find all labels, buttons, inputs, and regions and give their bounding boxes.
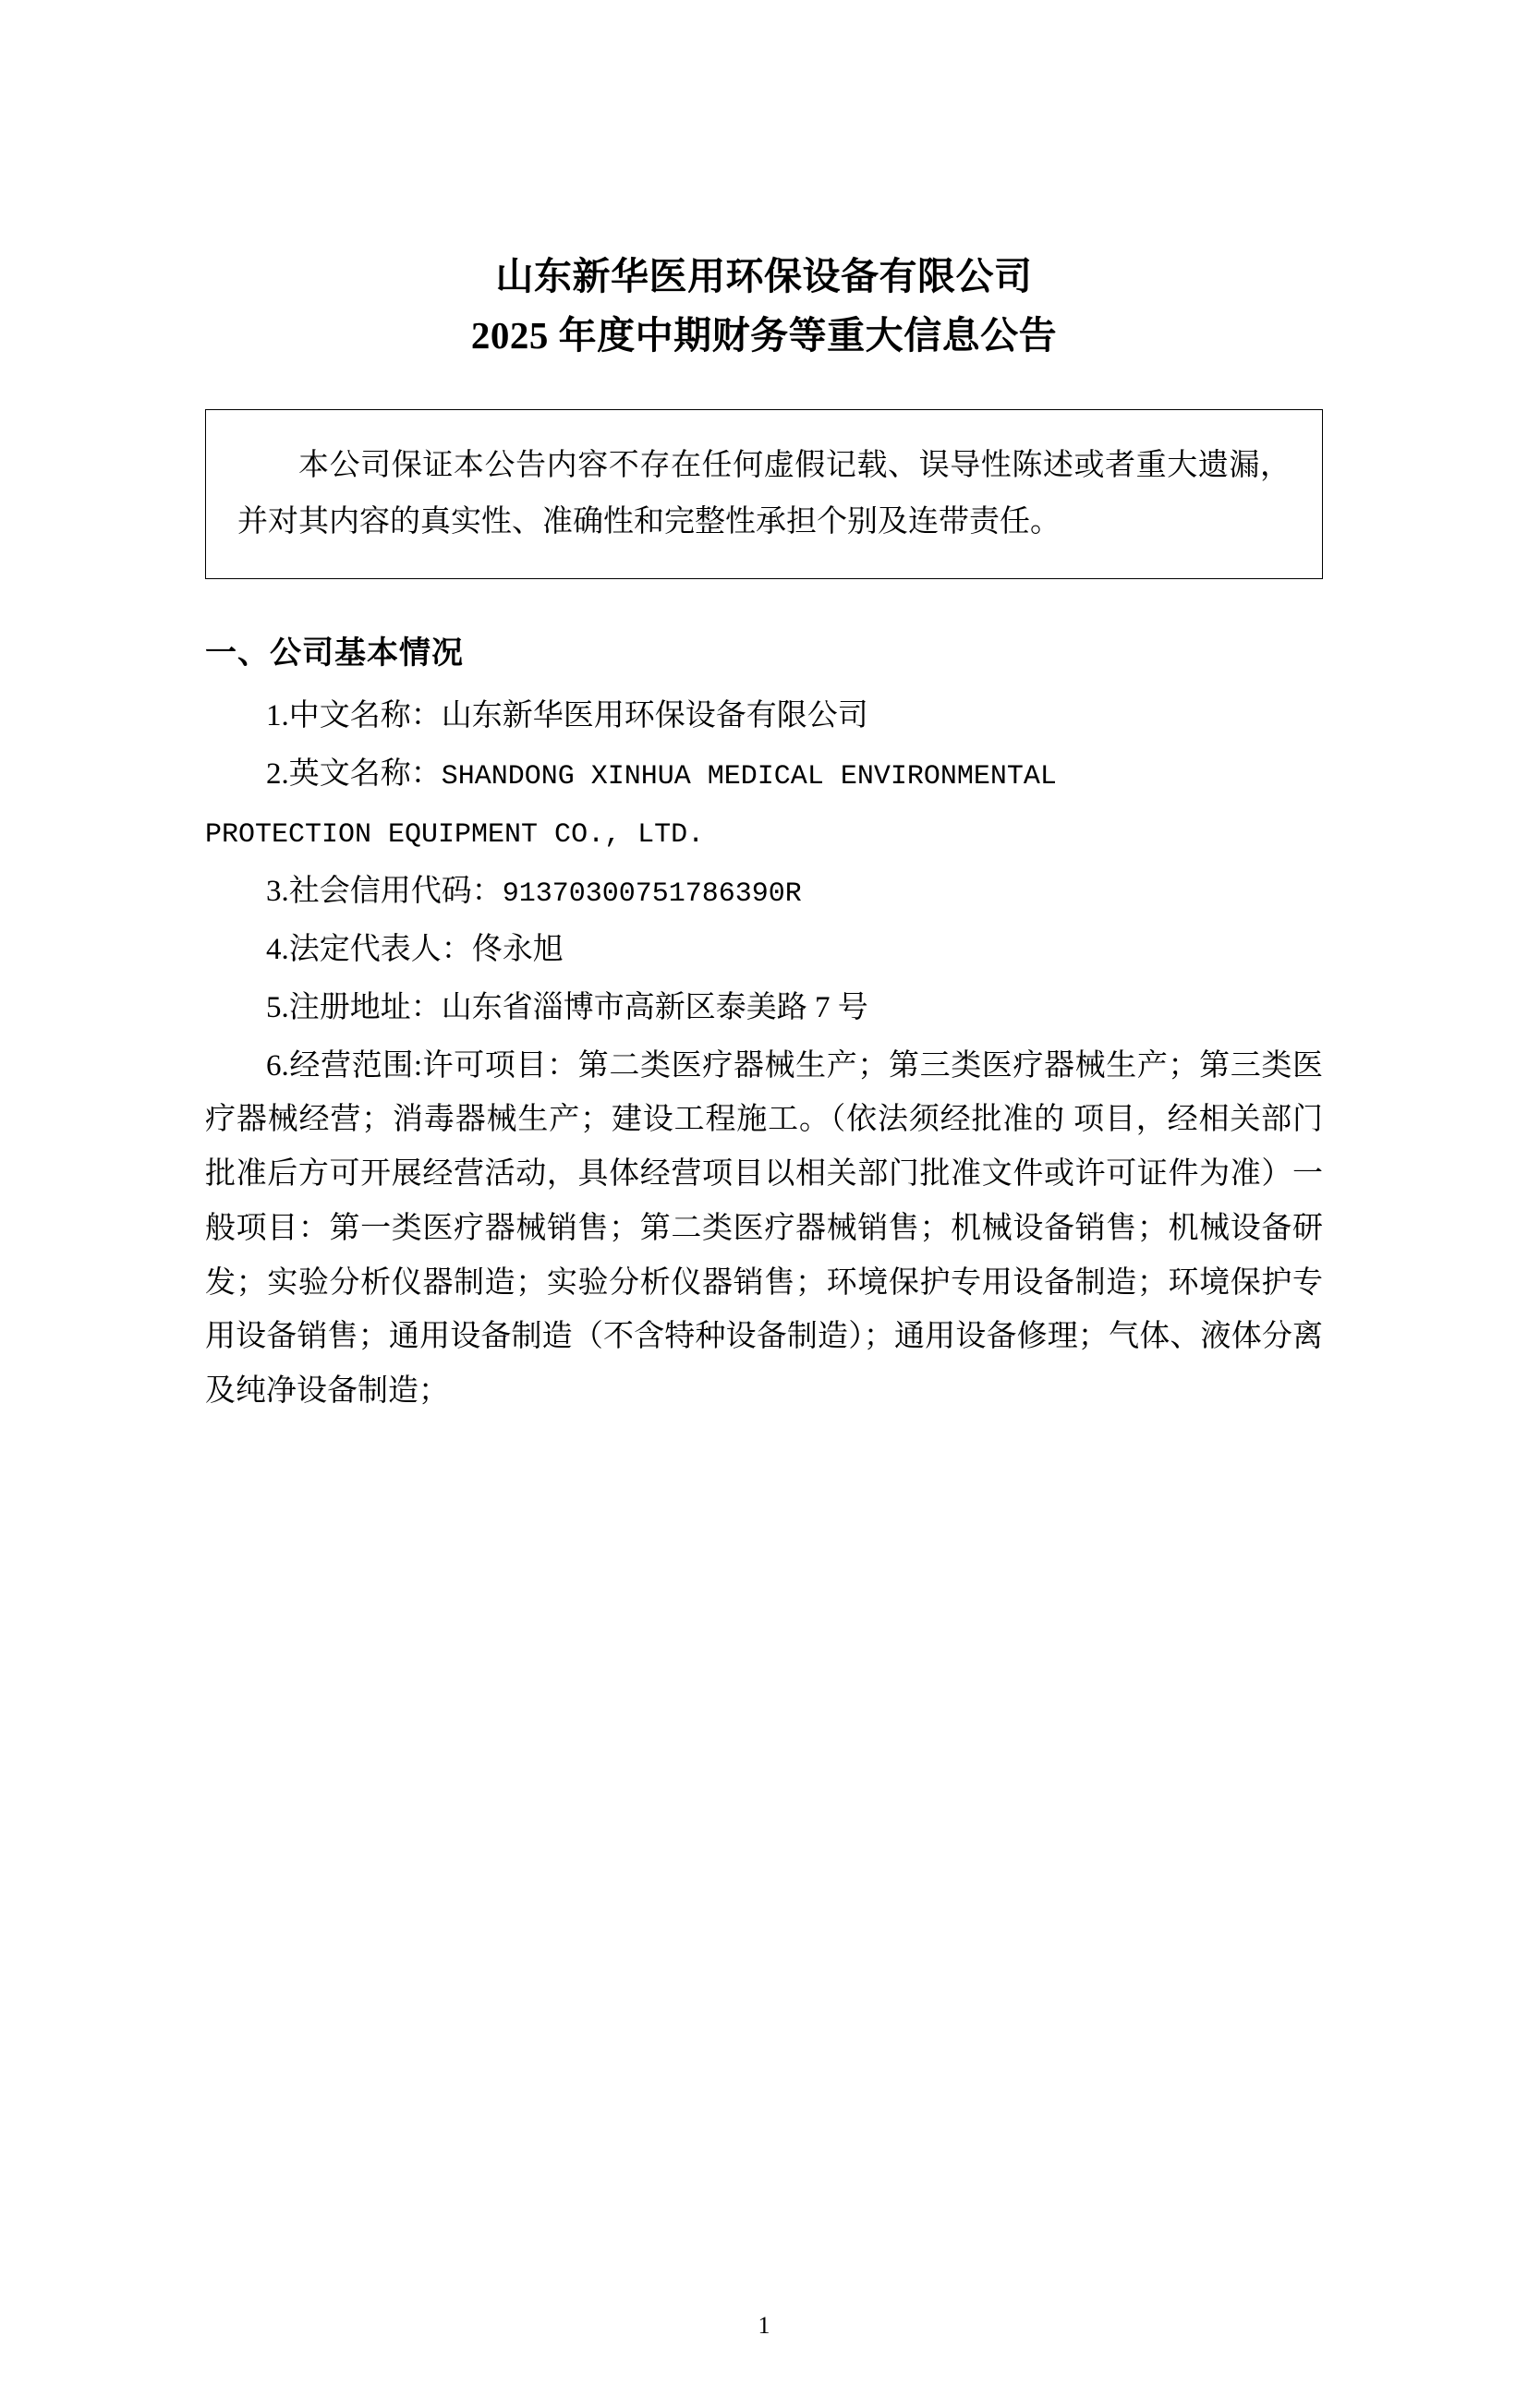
info-value-chinese-name: 山东新华医用环保设备有限公司 (441, 699, 868, 733)
info-value-business-scope: 许可项目：第二类医疗器械生产；第三类医疗器械生产；第三类医疗器械经营；消毒器械生产；建设工程施工。（依法须经批准的 项目，经相关部门批准后方可开展经营活动，具体经营项目以相关部门批准文件或许可证件为准）一般项目：第一类医疗器械销售；第二类医疗器械销售；机械设备销售；机械设备研发；实验分析仪器制造；实验分析仪器销售；环境保护专用设备制造；环境保护专用设备销售；通用设备制造（不含特种设备制造）；通用设备修理；气体、液体分离及纯净设备制造； (205, 1048, 1324, 1408)
info-item-registered-address (205, 981, 1323, 1035)
info-label-registered-address: 5.注册地址： (266, 990, 442, 1024)
info-value-credit-code: 91370300751786390R (502, 877, 802, 910)
info-item-english-name (205, 747, 1323, 802)
info-item-legal-representative (205, 923, 1323, 977)
info-value-english-name-cont: PROTECTION EQUIPMENT CO., LTD. (205, 819, 705, 852)
info-item-credit-code (205, 865, 1323, 919)
info-label-english-name: 2.英文名称： (266, 756, 442, 791)
info-item-business-scope (205, 1039, 1323, 1419)
info-value-english-name: SHANDONG XINHUA MEDICAL ENVIRONMENTAL (441, 760, 1057, 793)
info-label-credit-code: 3.社会信用代码： (266, 874, 503, 908)
document-title (0, 248, 1528, 365)
disclaimer-box (205, 409, 1323, 579)
info-item-chinese-name (205, 689, 1323, 744)
title-line-1: 山东新华医用环保设备有限公司 (495, 255, 1033, 297)
info-value-legal-representative: 佟永旭 (471, 933, 564, 967)
info-label-chinese-name: 1.中文名称： (266, 699, 442, 733)
page-number: 1 (758, 2312, 770, 2339)
info-value-registered-address: 山东省淄博市高新区泰美路 7 号 (441, 990, 868, 1024)
section-heading-company-overview: 一、公司基本情况 (205, 636, 464, 672)
info-label-business-scope: 6.经营范围: (266, 1048, 423, 1083)
document-page (0, 248, 1528, 2408)
info-label-legal-representative: 4.法定代表人： (266, 933, 472, 967)
title-line-2: 2025 年度中期财务等重大信息公告 (470, 313, 1058, 357)
company-info-list (205, 689, 1323, 1419)
disclaimer-text: 本公司保证本公告内容不存在任何虚假记载、误导性陈述或者重大遗漏，并对其内容的真实性、准确性和完整性承担个别及连带责任。 (237, 449, 1291, 539)
info-value-english-name-cont-line (205, 805, 1323, 860)
